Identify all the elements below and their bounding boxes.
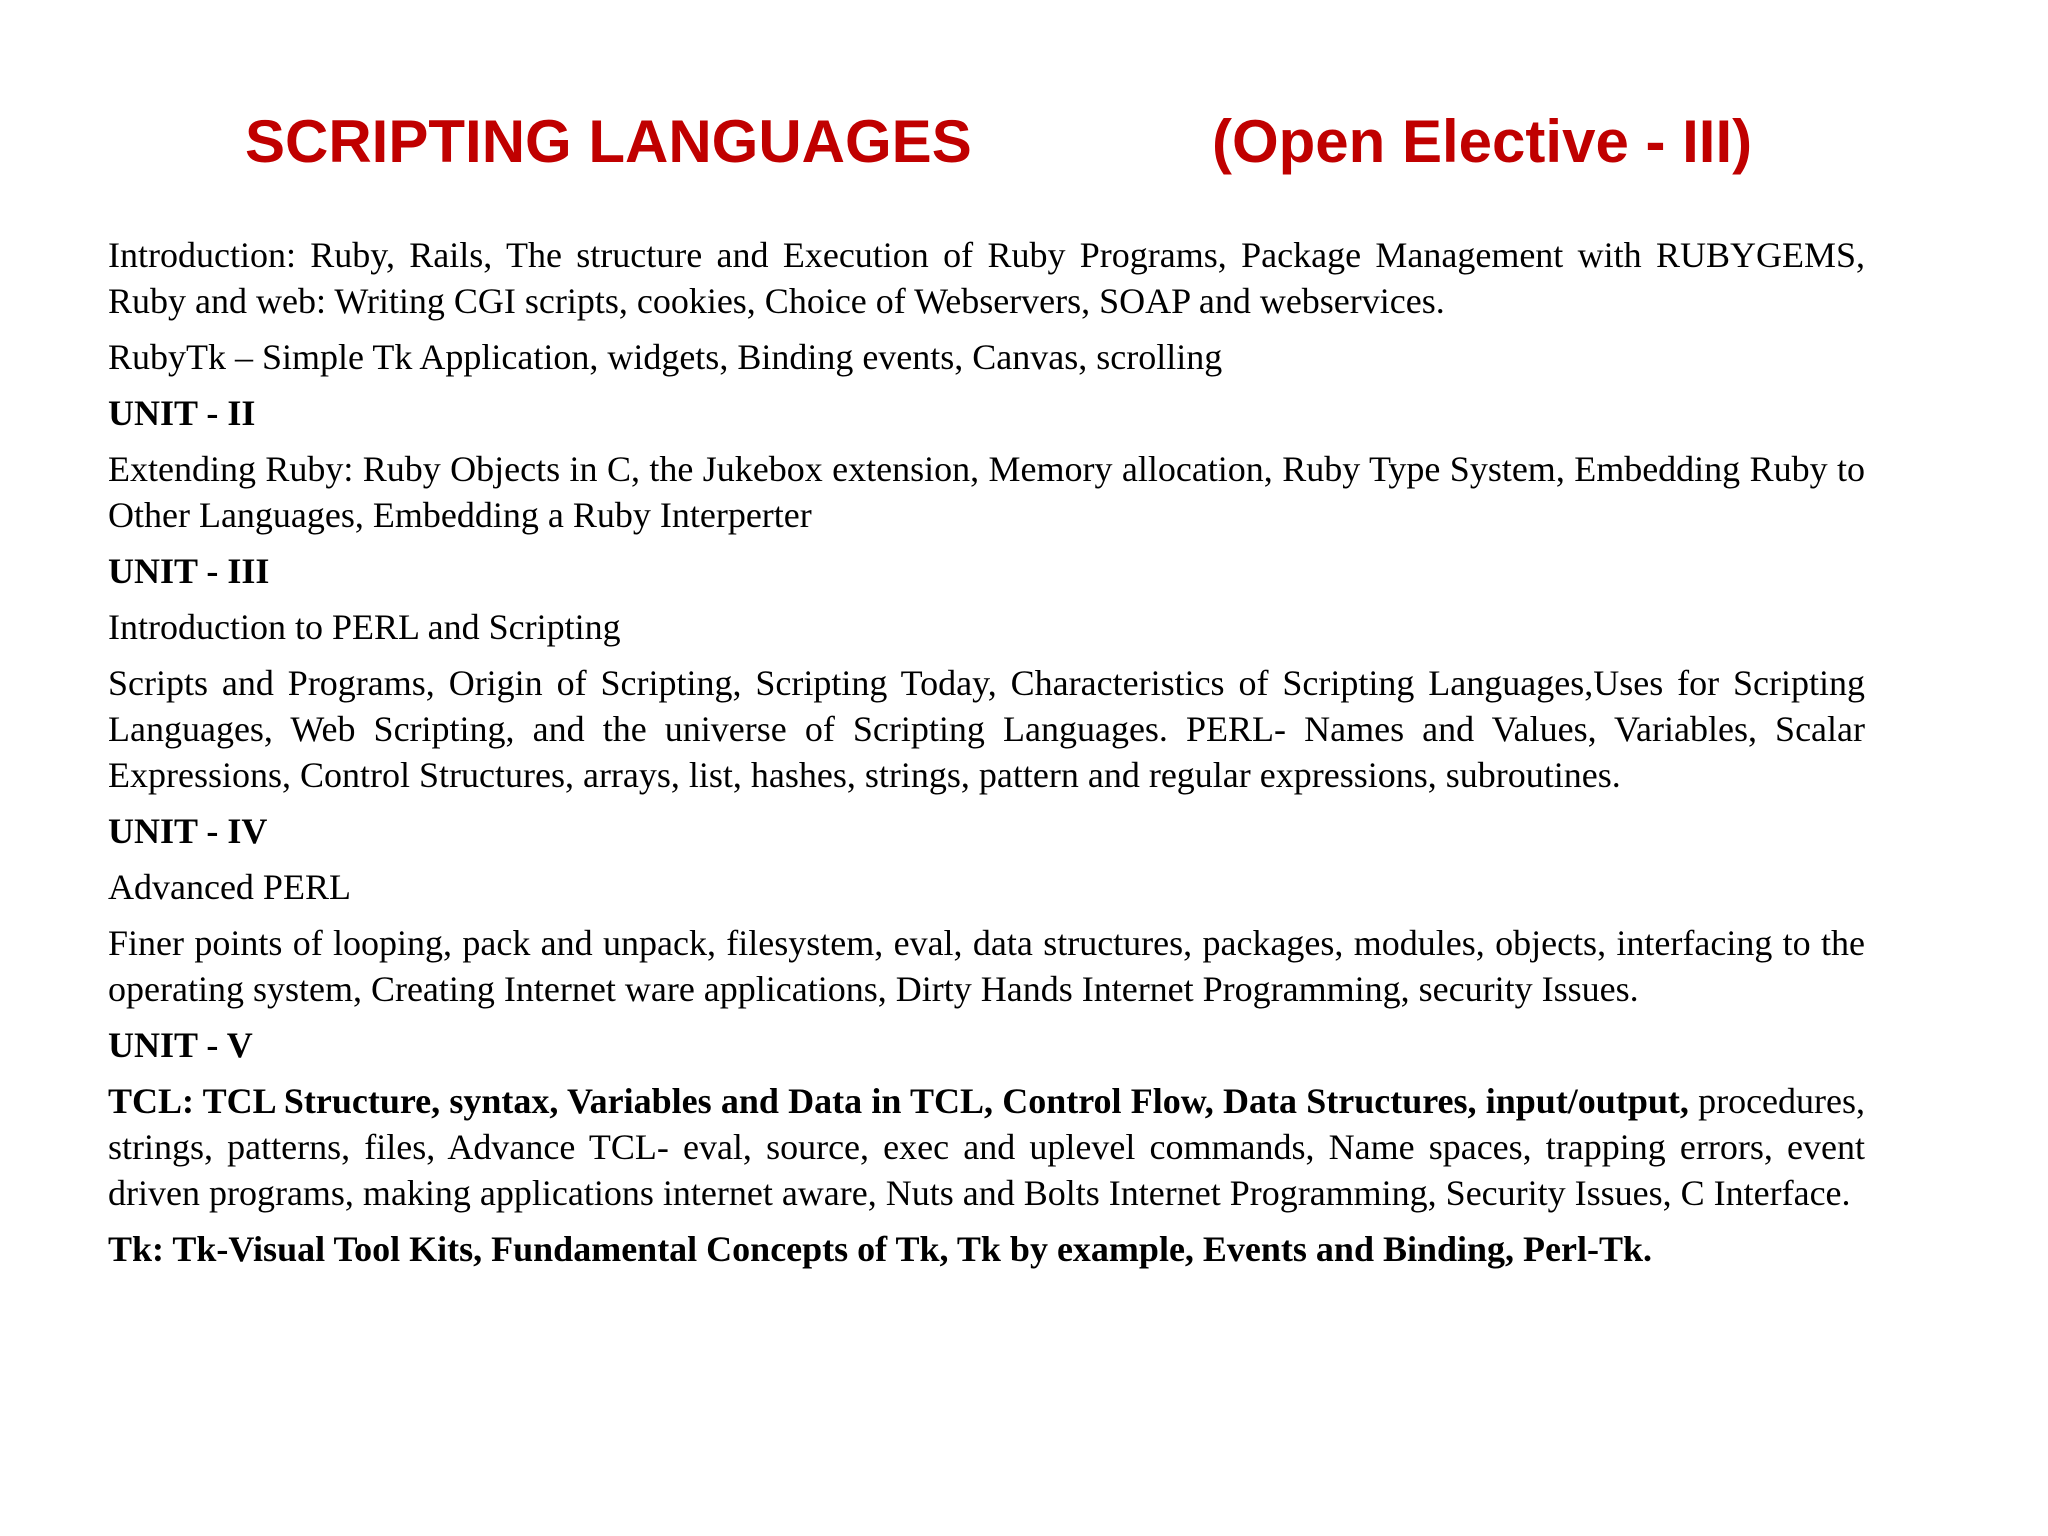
unit5-heading: UNIT - V — [108, 1025, 253, 1065]
unit1-rubytk: RubyTk – Simple Tk Application, widgets, Binding events, Canvas, scrolling — [108, 337, 1223, 377]
page-title — [0, 104, 2048, 180]
unit4-text: Finer points of looping, pack and unpack, filesystem, eval, data structures, packages, modules, objects, interfacing to the operating system, Creating Internet ware applications, Dirty Hands Internet Programming, security Issues. — [108, 923, 1865, 1009]
unit5-tcl-rest: procedures, strings, patterns, files, Advance TCL- eval, source, exec and uplevel commands, Name spaces, trapping errors, event driven programs, making applications internet aware, Nuts and Bolts Internet Programming, Security Issues, C Interface. — [108, 1081, 1866, 1213]
unit2-heading: UNIT - II — [108, 393, 256, 433]
syllabus-content — [108, 232, 1865, 1282]
unit3-subtitle: Introduction to PERL and Scripting — [108, 607, 621, 647]
title-main: SCRIPTING LANGUAGES — [245, 108, 972, 175]
unit3-text: Scripts and Programs, Origin of Scripting, Scripting Today, Characteristics of Scripting Languages,Uses for Scripting Languages, Web Scripting, and the universe of Scripting Languages. PERL- Names and Values, Variables, Scalar Expressions, Control Structures, arrays, list, hashes, strings, pattern and regular expressions, subroutines. — [108, 663, 1865, 795]
unit1-introduction: Introduction: Ruby, Rails, The structure and Execution of Ruby Programs, Package Management with RUBYGEMS, Ruby and web: Writing CGI scripts, cookies, Choice of Webservers, SOAP and webservices. — [108, 235, 1865, 321]
unit5-tk: Tk: Tk-Visual Tool Kits, Fundamental Concepts of Tk, Tk by example, Events and Binding, Perl-Tk. — [108, 1229, 1653, 1269]
unit4-heading: UNIT - IV — [108, 811, 268, 851]
unit5-tcl-bold: TCL: TCL Structure, syntax, Variables and Data in TCL, Control Flow, Data Structures, input/output, — [108, 1081, 1689, 1121]
title-subtitle: (Open Elective - III) — [1212, 108, 1753, 175]
unit3-heading: UNIT - III — [108, 551, 270, 591]
unit4-subtitle: Advanced PERL — [108, 867, 351, 907]
unit2-text: Extending Ruby: Ruby Objects in C, the Jukebox extension, Memory allocation, Ruby Type System, Embedding Ruby to Other Languages, Embedding a Ruby Interperter — [108, 449, 1865, 535]
unit5-tcl-paragraph — [108, 1078, 1865, 1216]
